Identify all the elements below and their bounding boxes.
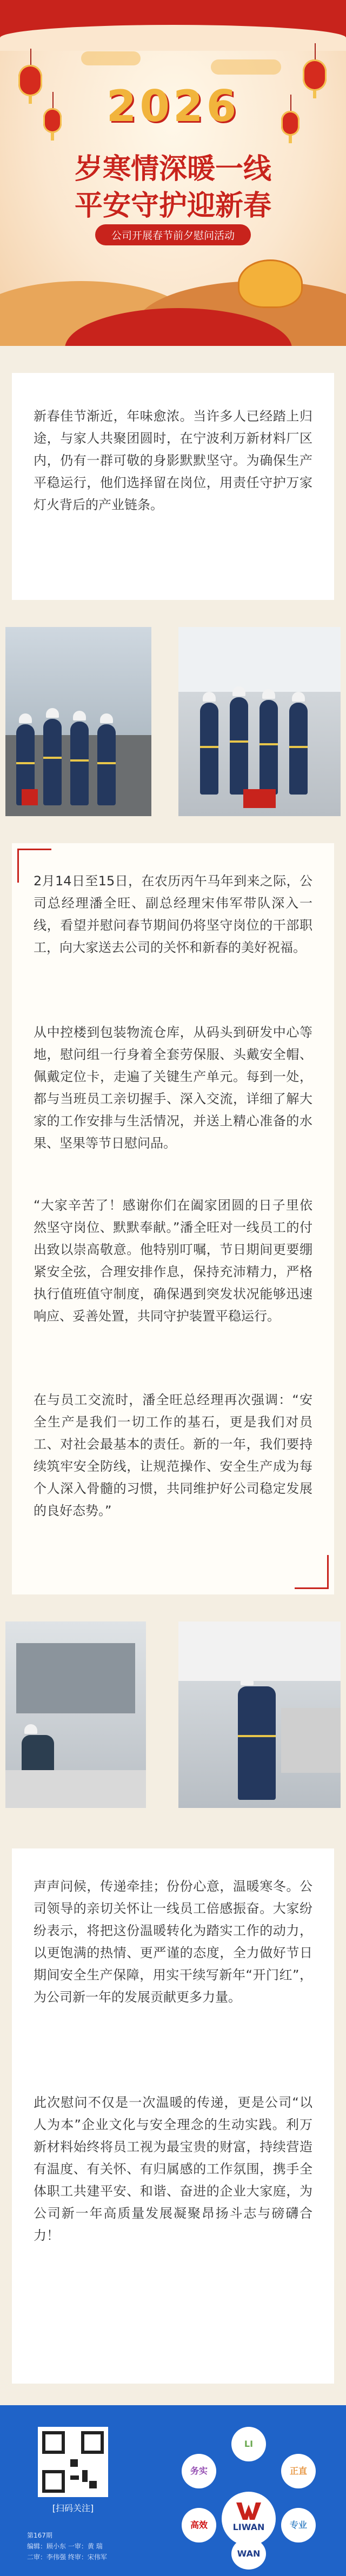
footer bbox=[0, 2405, 346, 2576]
values-hub bbox=[222, 2492, 276, 2546]
value-petal: LI bbox=[231, 2427, 266, 2461]
visit-details-card bbox=[12, 843, 334, 1594]
liwan-logo-icon bbox=[235, 2501, 262, 2521]
paragraph: 此次慰问不仅是一次温暖的传递，更是公司“以人为本”企业文化与安全理念的生动实践。利万新材料始终将员工视为最宝贵的财富，持续营造有温度、有关怀、有归属感的工作氛围，携手全体职工共建平安、和谐、奋进的企业大家庭，为公司新一年高质量发展凝聚昂扬斗志与磅礴合力！ bbox=[34, 2095, 312, 2243]
hero-banner bbox=[0, 0, 346, 346]
hero-subtitle-wrap bbox=[0, 224, 346, 245]
cloud-decoration bbox=[81, 51, 141, 65]
hero-title-line1: 岁寒情深暖一线 bbox=[74, 153, 271, 185]
photo-lab bbox=[178, 1621, 341, 1808]
hero-subtitle: 公司开展春节前夕慰问活动 bbox=[95, 224, 251, 245]
qr-label: [扫码关注] bbox=[52, 2503, 94, 2513]
cloud-decoration bbox=[211, 59, 281, 75]
worker-figure bbox=[97, 724, 116, 805]
value-petal: 专业 bbox=[281, 2508, 316, 2542]
hero-top-band bbox=[0, 0, 346, 38]
credits-issue: 第167期 bbox=[27, 2532, 52, 2539]
worker-figure bbox=[230, 697, 248, 795]
intro-paragraph: 新春佳节渐近，年味愈浓。当许多人已经踏上归途，与家人共聚团圆时，在宁波利万新材料厂区内，仍有一群可敬的身影默默坚守。为确保生产平稳运行，他们选择留在岗位，用责任守护万家灯火背后的产业链条。 bbox=[34, 409, 312, 512]
paragraph: “大家辛苦了！感谢你们在阖家团圆的日子里依然坚守岗位、默默奉献。”潘全旺对一线员工的付出致以崇高敬意。他特别叮嘱，节日期间更要绷紧安全弦，合理安排作息，保持充沛精力，严格执行值班值守制度，确保遇到突发状况能够迅速响应、妥善处置，共同守护装置平稳运行。 bbox=[34, 1198, 312, 1324]
logo-text: LIWAN bbox=[232, 2522, 265, 2532]
worker-figure bbox=[200, 703, 218, 795]
worker-figure bbox=[70, 722, 89, 805]
photo-control-room bbox=[5, 1621, 146, 1808]
gift-box bbox=[22, 789, 38, 805]
paragraph: 从中控楼到包装物流仓库，从码头到研发中心等地，慰问组一行身着全套劳保服、头戴安全帽、佩戴定位卡，走遍了关键生产单元。每到一处，都与当班员工亲切握手、深入交流，详细了解大家的工作安排与生活情况，并送上精心准备的水果、坚果等节日慰问品。 bbox=[34, 1025, 312, 1151]
corner-frame bbox=[295, 1555, 329, 1589]
worker-figure bbox=[43, 719, 62, 805]
credits-editors: 编辑：顾小东 一审：黄 瑞 bbox=[27, 2542, 103, 2550]
value-petal: 务实 bbox=[182, 2454, 216, 2488]
paragraph: 声声问候，传递牵挂；份份心意，温暖寒冬。公司领导的亲切关怀让一线员工倍感振奋。大家纷纷表示，将把这份温暖转化为踏实工作的动力，以更饱满的热情、更严谨的态度，全力做好节日期间安全生产保障，用实干续写新年“开门红”，为公司新一年的发展贡献更多力量。 bbox=[34, 1879, 312, 2005]
photo-workers-outdoor bbox=[5, 627, 151, 816]
worker-figure bbox=[260, 700, 278, 795]
value-petal: WAN bbox=[231, 2538, 266, 2570]
value-petal: 正直 bbox=[281, 2454, 316, 2488]
value-petal: 高效 bbox=[182, 2508, 216, 2542]
closing-card bbox=[12, 1848, 334, 2384]
worker-figure bbox=[238, 1686, 276, 1800]
paragraph: 在与员工交流时，潘全旺总经理再次强调：“安全生产是我们一切工作的基石，更是我们对员工、对社会最基本的责任。新的一年，我们要持续筑牢安全防线，让规范操作、安全生产成为每个人深入骨髓的习惯，共同维护好公司稳定发展的良好态势。” bbox=[34, 1392, 312, 1518]
gift-box bbox=[243, 789, 276, 808]
credits-reviewers: 二审：李伟强 终审：宋伟军 bbox=[27, 2553, 107, 2561]
worker-figure bbox=[289, 703, 308, 795]
photo-workers-indoor bbox=[178, 627, 341, 816]
hero-title-line2: 平安守护迎新春 bbox=[74, 190, 271, 222]
hero-year: 2026 bbox=[106, 81, 240, 131]
qr-code[interactable] bbox=[38, 2427, 108, 2497]
horse-icon bbox=[238, 259, 303, 308]
intro-card bbox=[12, 373, 334, 600]
paragraph: 2月14日至15日，在农历丙午马年到来之际，公司总经理潘全旺、副总经理宋伟军带队深入一线，看望并慰问春节期间仍将坚守岗位的干部职工，向大家送去公司的关怀和新春的美好祝福。 bbox=[34, 873, 312, 955]
